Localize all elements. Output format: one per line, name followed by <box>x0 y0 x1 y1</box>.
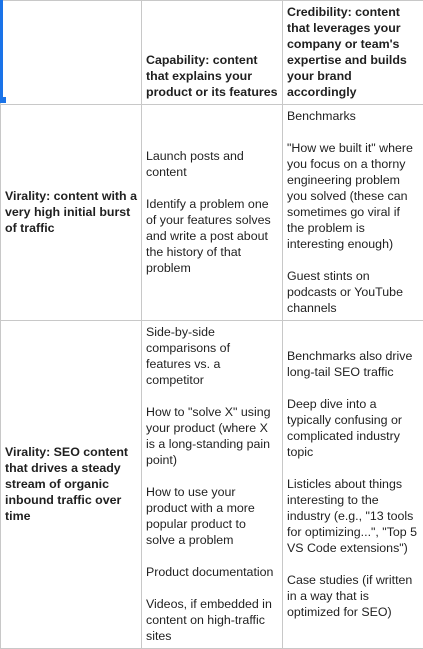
seo-row <box>1 321 423 649</box>
cell-paragraph: Product documentation <box>146 564 278 580</box>
cell-paragraph: Guest stints on podcasts or YouTube channels <box>287 268 419 316</box>
seo-row-label-cell[interactable]: Virality: SEO content that drives a steady stream of organic inbound traffic over time <box>1 321 142 649</box>
cell-paragraph: How to "solve X" using your product (where X is a long-standing pain point) <box>146 404 278 468</box>
cell-paragraph: Benchmarks <box>287 108 419 124</box>
selection-fill-handle[interactable] <box>0 97 6 103</box>
cell-paragraph: Benchmarks also drive long-tail SEO traffic <box>287 348 419 380</box>
header-row <box>1 1 423 105</box>
seo-capability-cell[interactable] <box>142 321 283 649</box>
virality-row <box>1 105 423 321</box>
capability-header-cell[interactable]: Capability: content that explains your product or its features <box>142 1 283 105</box>
virality-credibility-cell[interactable] <box>283 105 423 321</box>
cell-paragraph: Listicles about things interesting to the industry (e.g., "13 tools for optimizing...", "Top 5 VS Code extensions") <box>287 476 419 556</box>
credibility-header-cell[interactable]: Credibility: content that leverages your company or team's expertise and builds your brand accordingly <box>283 1 423 105</box>
cell-paragraph: Deep dive into a typically confusing or complicated industry topic <box>287 396 419 460</box>
cell-paragraph: Side-by-side comparisons of features vs. a competitor <box>146 324 278 388</box>
cell-selection-border <box>0 0 3 101</box>
seo-credibility-cell[interactable] <box>283 321 423 649</box>
corner-cell[interactable] <box>1 1 142 105</box>
cell-paragraph: How to use your product with a more popular product to solve a problem <box>146 484 278 548</box>
cell-paragraph: Launch posts and content <box>146 148 278 180</box>
cell-paragraph: "How we built it" where you focus on a thorny engineering problem you solved (these can sometimes go viral if the problem is interesting enough) <box>287 140 419 252</box>
virality-row-label-cell[interactable]: Virality: content with a very high initial burst of traffic <box>1 105 142 321</box>
cell-paragraph: Videos, if embedded in content on high-traffic sites <box>146 596 278 644</box>
virality-capability-cell[interactable] <box>142 105 283 321</box>
cell-paragraph: Identify a problem one of your features solves and write a post about the history of that problem <box>146 196 278 276</box>
cell-paragraph: Case studies (if written in a way that is optimized for SEO) <box>287 572 419 620</box>
